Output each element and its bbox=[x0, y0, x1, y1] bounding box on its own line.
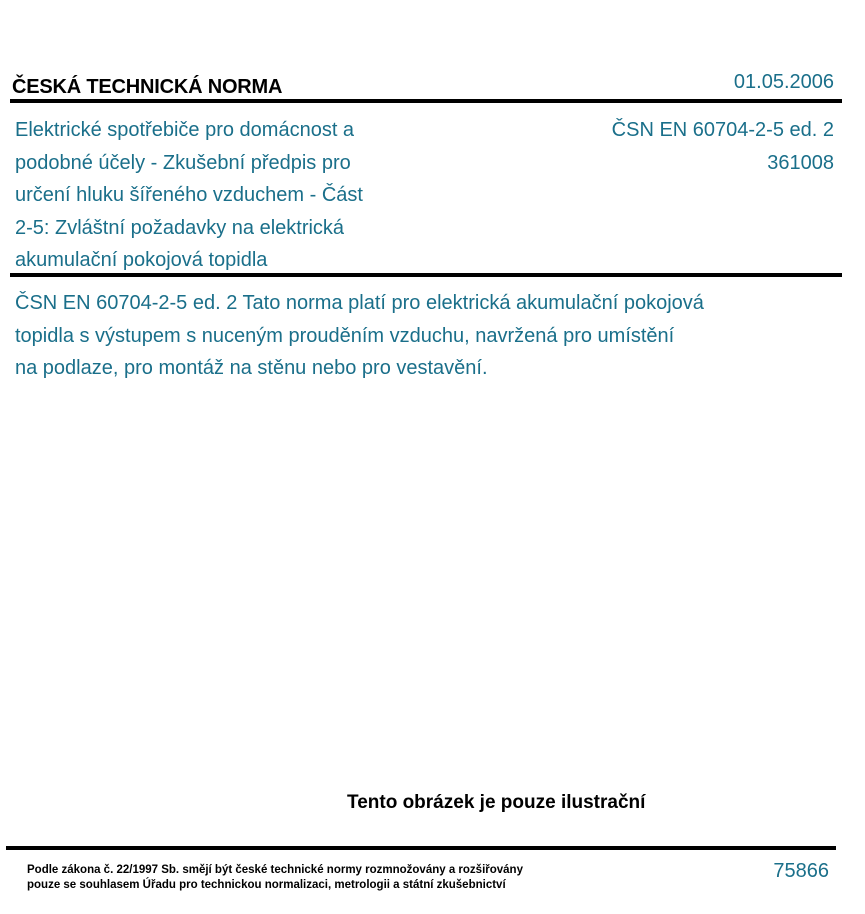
illustration-disclaimer: Tento obrázek je pouze ilustrační bbox=[347, 792, 646, 813]
norm-title-line: akumulační pokojová topidla bbox=[15, 249, 268, 271]
norm-title-line: podobné účely - Zkušební předpis pro bbox=[15, 151, 351, 174]
abstract-line: ČSN EN 60704-2-5 ed. 2 Tato norma platí pro elektrická akumulační pokojová bbox=[15, 292, 704, 314]
title-divider bbox=[10, 273, 842, 277]
legal-notice bbox=[27, 863, 587, 893]
document-type-title: ČESKÁ TECHNICKÁ NORMA bbox=[12, 76, 283, 98]
norm-abstract bbox=[15, 287, 785, 385]
norm-class-number: 361008 bbox=[767, 151, 834, 174]
norm-identifiers bbox=[612, 114, 834, 179]
norm-designation: ČSN EN 60704-2-5 ed. 2 bbox=[611, 119, 834, 141]
norm-title bbox=[15, 114, 400, 277]
legal-notice-line: pouze se souhlasem Úřadu pro technickou normalizaci, metrologii a státní zkušebnictví bbox=[27, 879, 506, 891]
norm-title-line: určení hluku šířeného vzduchem - Část bbox=[15, 184, 363, 206]
footer-divider bbox=[6, 846, 836, 850]
document-number: 75866 bbox=[773, 860, 829, 882]
norm-title-line: Elektrické spotřebiče pro domácnost a bbox=[15, 119, 355, 141]
header-divider bbox=[10, 99, 842, 103]
abstract-line: topidla s výstupem s nuceným prouděním vzduchu, navržená pro umístění bbox=[15, 324, 675, 347]
abstract-line: na podlaze, pro montáž na stěnu nebo pro vestavění. bbox=[15, 357, 488, 379]
norm-title-line: 2-5: Zvláštní požadavky na elektrická bbox=[15, 216, 345, 239]
publication-date: 01.05.2006 bbox=[733, 71, 834, 93]
legal-notice-line: Podle zákona č. 22/1997 Sb. smějí být české technické normy rozmnožovány a rozšiřovány bbox=[27, 864, 523, 876]
